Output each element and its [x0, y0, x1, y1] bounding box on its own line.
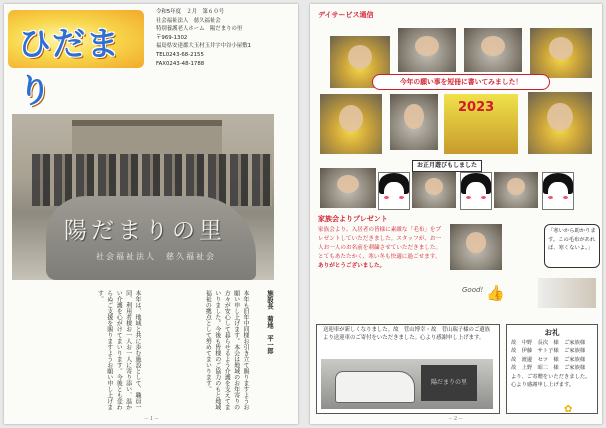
photo-resident-3	[464, 28, 522, 72]
thanks-box	[506, 324, 598, 414]
info-fax: FAX0243-48-1788	[156, 60, 205, 67]
vehicle-donation-box	[316, 324, 500, 414]
flower-icon: ✿	[564, 404, 573, 415]
greeting-text-1: 本年も旧年中同様お引き立て賜りますようお願い申し上げます。本会は地域のお年寄りの方々が安心して暮らせるよう介護を支えてまいりました。今後も皆様のご協力のもと地域福祉の拠点として努めてまいります。	[204, 290, 249, 410]
photo-fukuwarai-2	[412, 172, 456, 208]
left-page	[4, 4, 298, 424]
thanks-title: お礼	[544, 328, 560, 337]
board-year: 2023	[458, 100, 495, 115]
photo-fukuwarai-1	[320, 168, 376, 208]
new-year-games-label: お正月遊びもしました	[412, 160, 482, 172]
info-postcode: 〒969-1302	[156, 34, 188, 41]
greeting-author: 施設長 菊地 平一郎	[266, 290, 274, 354]
photo-blanket-resident	[450, 224, 502, 270]
photo-resident-5	[320, 94, 382, 154]
photo-resident-4	[530, 28, 592, 78]
page-number: －２－	[448, 416, 464, 422]
vehicle-donation-note: 送迎車が新しくなりました。故 菅山博幸・故 菅山瑞子様のご遺族より送迎車のご寄付をいただきました。心より感謝申し上げます。	[323, 327, 491, 342]
stone-monument-name: 陽だまりの里	[64, 218, 226, 244]
dayservice-photos	[316, 22, 594, 210]
list-item: より、ご寄贈をいただきました。	[511, 373, 591, 380]
info-address: 福島県安達郡大玉村玉井字中谷小屋敷1	[156, 43, 252, 50]
dayservice-heading: デイサービス通信	[318, 11, 374, 19]
stone-monument-subtitle: 社会福祉法人 慈久福祉会	[96, 252, 216, 261]
present-body: 家族会より、入居者の皆様に素敵な「毛布」をプレゼントしていただきました。スタッフが、お一人お一人のお名前を刺繍させていただきました。とてもあたたかく、寒い冬も快適に過ごせます。	[318, 227, 442, 260]
resident-comment-bubble: 「寒いから助かります。この毛布があれば、寒くないよ。」	[544, 224, 600, 268]
present-text	[318, 226, 444, 271]
thanks-list	[511, 339, 595, 389]
good-label: Good!	[462, 286, 484, 294]
page-number: －１－	[144, 416, 160, 422]
fukuwarai-face-1	[378, 172, 410, 210]
newsletter-title: ひだまり	[18, 24, 120, 110]
photo-resident-2	[398, 28, 456, 72]
info-corporation: 社会福祉法人 慈久福祉会	[156, 17, 221, 24]
list-item: 故 渡邊 セツ 様 ご家族様	[511, 356, 586, 363]
fukuwarai-face-2	[460, 172, 492, 210]
fukuwarai-face-3	[542, 172, 574, 210]
thumbs-up-icon: 👍	[486, 284, 505, 302]
present-thanks: ありがとうございました。	[318, 263, 386, 269]
photo-fukuwarai-3	[494, 172, 538, 208]
newsletter-banner	[8, 10, 144, 110]
tanzaku-board-photo	[444, 94, 518, 154]
vehicle-photo	[321, 359, 493, 409]
van	[335, 371, 415, 403]
info-facility: 特別養護老人ホーム 陽だまりの里	[156, 26, 243, 33]
list-item: 心より感謝申し上げます。	[511, 382, 575, 389]
dayservice-banner: 今年の願い事を短冊に書いてみました！	[372, 74, 550, 90]
staff-group-photo	[12, 114, 274, 280]
vehicle-sign: 陽だまりの里	[421, 365, 477, 401]
photo-blanket	[538, 278, 596, 308]
info-issue: 令和5年度 ２月 第６０号	[156, 9, 225, 15]
photo-resident-6	[390, 94, 438, 150]
info-tel: TEL0243-68-2155	[156, 51, 204, 58]
list-item: 故 上野 昭二 様 ご家族様	[511, 365, 586, 372]
list-item: 故 中野 長次 様 ご家族様	[511, 340, 586, 346]
right-page	[310, 4, 602, 424]
greeting-text-2: 本年は、地域と共に歩む施設として、職員一同、利用者様お一人お一人に寄り添い、温かい介護を心がけてまいります。今後とも変わらぬご支援を賜りますようお願い申し上げます。	[96, 290, 141, 410]
list-item: 故 伊藤 サト子様 ご家族様	[511, 348, 586, 355]
photo-resident-7	[528, 92, 592, 154]
publisher-info	[156, 8, 292, 68]
present-heading: 家族会よりプレゼント	[318, 215, 388, 223]
